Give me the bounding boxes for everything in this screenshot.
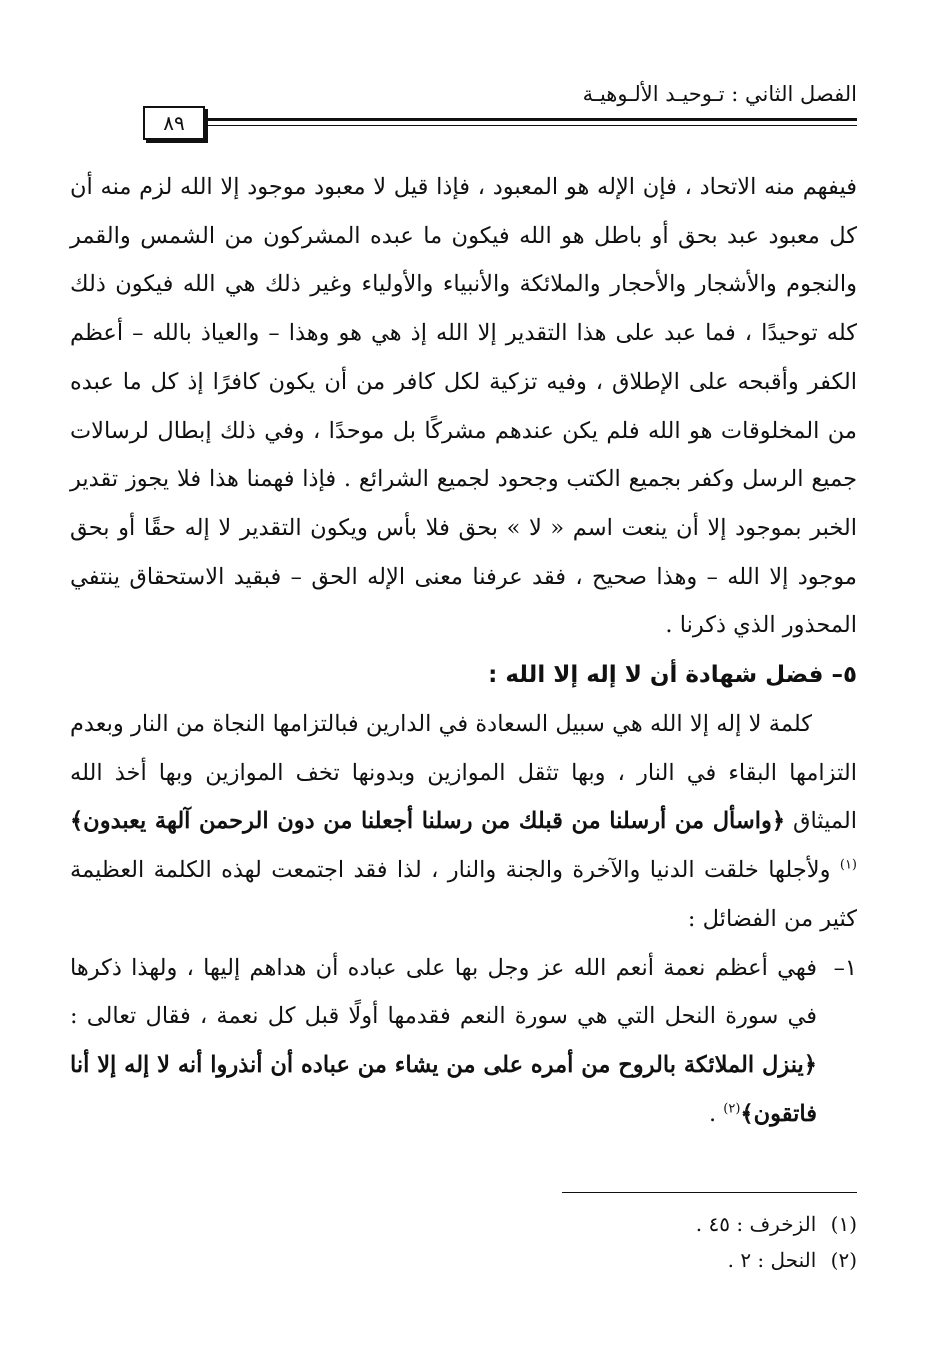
paragraph — [70, 700, 857, 944]
footnote-text: النحل : ٢ . — [727, 1248, 817, 1272]
list-item — [70, 944, 857, 1139]
footnote-number: (١) — [830, 1212, 857, 1236]
list-item-text: . — [708, 1100, 717, 1127]
footnote-number: (٢) — [830, 1248, 857, 1272]
running-header-chapter-title: الفصل الثاني : تـوحيـد الألـوهيـة — [582, 82, 857, 106]
footnote-separator — [562, 1192, 857, 1193]
footnote-reference: (٢) — [723, 1101, 741, 1117]
footnote-text: الزخرف : ٤٥ . — [695, 1212, 817, 1236]
quran-verse: ﴿ينزل الملائكة بالروح من أمره على من يشاء من عباده أن أنذروا أنه لا إله إلا أنا فاتقون﴾ — [70, 1051, 817, 1127]
paragraph — [70, 163, 857, 650]
page-number: ٨٩ — [143, 106, 205, 140]
page-body — [70, 163, 857, 1138]
header-rule — [205, 118, 857, 121]
paragraph-text: فيفهم منه الاتحاد ، فإن الإله هو المعبود ، فإذا قيل لا معبود موجود إلا الله لزم منه أن كل معبود عبد بحق أو باطل هو الله فيكون ما عبده المشركون من الشمس والقمر والنجوم والأشجار والأحجار والملائكة والأنبياء والأولياء وغير ذلك هي الله فيكون ذلك كله توحيدًا ، فما عبد على هذا التقدير إلا الله إذ هي هو وهذا – والعياذ بالله – أعظم الكفر وأقبحه على الإطلاق ، وفيه تزكية لكل كافر من أن يكون كافرًا إذ كل ما عبده من المخلوقات هو الله فلم يكن عندهم مشركًا بل موحدًا ، وفي ذلك إبطال لرسالات جميع الرسل وكفر بجميع الكتب وجحود لجميع الشرائع . فإذا فهمنا هذا فلا يجوز تقدير الخبر بموجود إلا أن ينعت اسم « لا » بحق فلا بأس ويكون التقدير لا إله حقًا أو بحق موجود إلا الله – وهذا صحيح ، فقد عرفنا معنى الإله الحق – فبقيد الاستحقاق ينتفي المحذور الذي ذكرنا . — [70, 174, 857, 639]
section-heading: ٥– فضل شهادة أن لا إله إلا الله : — [488, 662, 857, 689]
footnotes — [696, 1206, 857, 1278]
list-item-text: فهي أعظم نعمة أنعم الله عز وجل بها على عباده أن هداهم إليها ، ولهذا ذكرها في سورة النحل التي هي سورة النعم فقدمها أولًا قبل كل نعمة ، فقال تعالى : — [70, 954, 817, 1030]
list-item-number: ١– — [833, 954, 857, 981]
paragraph-text: ولأجلها خلقت الدنيا والآخرة والجنة والنار ، لذا فقد اجتمعت لهذه الكلمة العظيمة كثير من الفضائل : — [70, 857, 857, 932]
paragraph-text: كلمة لا إله إلا الله هي سبيل السعادة في الدارين فبالتزامها النجاة من النار وبعدم التزامها البقاء في النار ، وبها تثقل الموازين وبدونها تخف الموازين وبها أخذ الله الميثاق — [70, 711, 857, 835]
footnote-reference: (١) — [839, 857, 857, 873]
header-rule-thin — [205, 125, 857, 126]
footnote — [696, 1206, 857, 1242]
quran-verse: ﴿واسأل من أرسلنا من قبلك من رسلنا أجعلنا من دون الرحمن آلهة يعبدون﴾ — [70, 808, 786, 835]
footnote — [696, 1242, 857, 1278]
